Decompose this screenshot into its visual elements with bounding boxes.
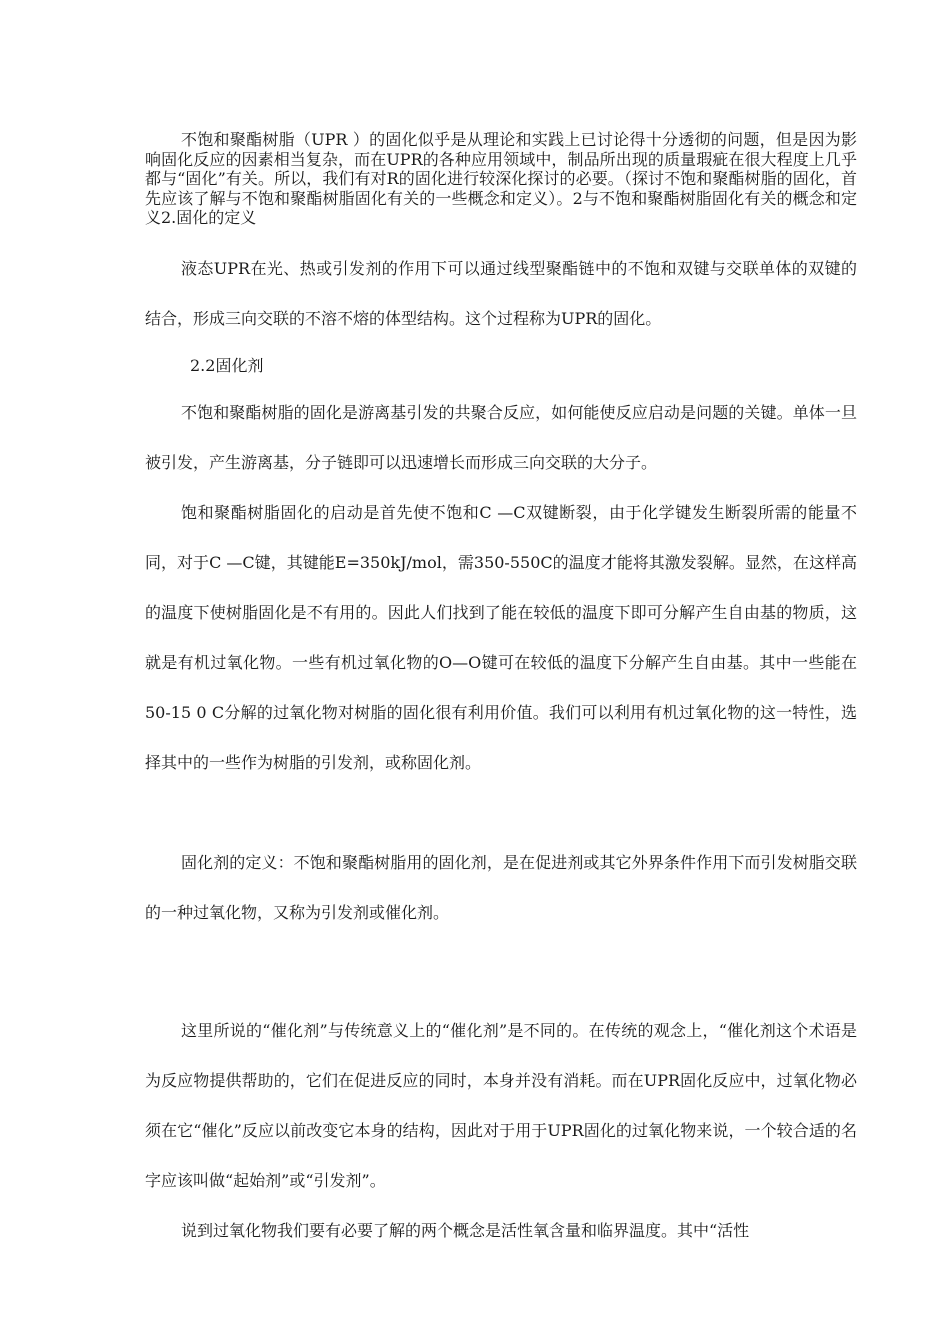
paragraph-active-oxygen: 说到过氧化物我们要有必要了解的两个概念是活性氧含量和临界温度。其中“活性 bbox=[181, 1221, 750, 1240]
paragraph-catalyst-meaning: 这里所说的“催化剂”与传统意义上的“催化剂”是不同的。在传统的观念上，“催化剂这个术语是为反应物提供帮助的，它们在促进反应的同时，本身并没有消耗。而在UPR固化反应中，过氧化物必须在它“催化”反应以前改变它本身的结构，因此对于用于UPR固化的过氧化物来说，一个较合适的名字应该叫做“起始剂”或“引发剂”。 bbox=[145, 1021, 857, 1190]
paragraph-organic-peroxide: 饱和聚酯树脂固化的启动是首先使不饱和C —C双键断裂，由于化学键发生断裂所需的能量不同，对于C —C键，其键能E=350kJ/mol，需350-550C的温度才能将其激发裂解。显然，在这样高的温度下使树脂固化是不有用的。因此人们找到了能在较低的温度下即可分解产生自由基的物质，这就是有机过氧化物。一些有机过氧化物的O—O键可在较低的温度下分解产生自由基。其中一些能在50-15 0 C分解的过氧化物对树脂的固化很有利用价值。我们可以利用有机过氧化物的这一特性，选择其中的一些作为树脂的引发剂，或称固化剂。 bbox=[145, 503, 857, 772]
section-heading-curing-agent: 2.2固化剂 bbox=[190, 356, 264, 375]
paragraph-curing-agent-definition: 固化剂的定义：不饱和聚酯树脂用的固化剂，是在促进剂或其它外界条件作用下而引发树脂交联的一种过氧化物，又称为引发剂或催化剂。 bbox=[145, 853, 857, 922]
paragraph-free-radical: 不饱和聚酯树脂的固化是游离基引发的共聚合反应，如何能使反应启动是问题的关键。单体一旦被引发，产生游离基，分子链即可以迅速增长而形成三向交联的大分子。 bbox=[145, 403, 857, 472]
paragraph-curing-definition: 液态UPR在光、热或引发剂的作用下可以通过线型聚酯链中的不饱和双键与交联单体的双键的结合，形成三向交联的不溶不熔的体型结构。这个过程称为UPR的固化。 bbox=[145, 259, 857, 328]
paragraph-intro: 不饱和聚酯树脂（UPR ）的固化似乎是从理论和实践上已讨论得十分透彻的问题，但是因为影响固化反应的因素相当复杂，而在UPR的各种应用领域中，制品所出现的质量瑕疵在很大程度上几乎都与“固化”有关。所以，我们有对R的固化进行较深化探讨的必要。（探讨不饱和聚酯树脂的固化，首先应该了解与不饱和聚酯树脂固化有关的一些概念和定义）。2与不饱和聚酯树脂固化有关的概念和定义2.固化的定义 bbox=[145, 130, 857, 227]
